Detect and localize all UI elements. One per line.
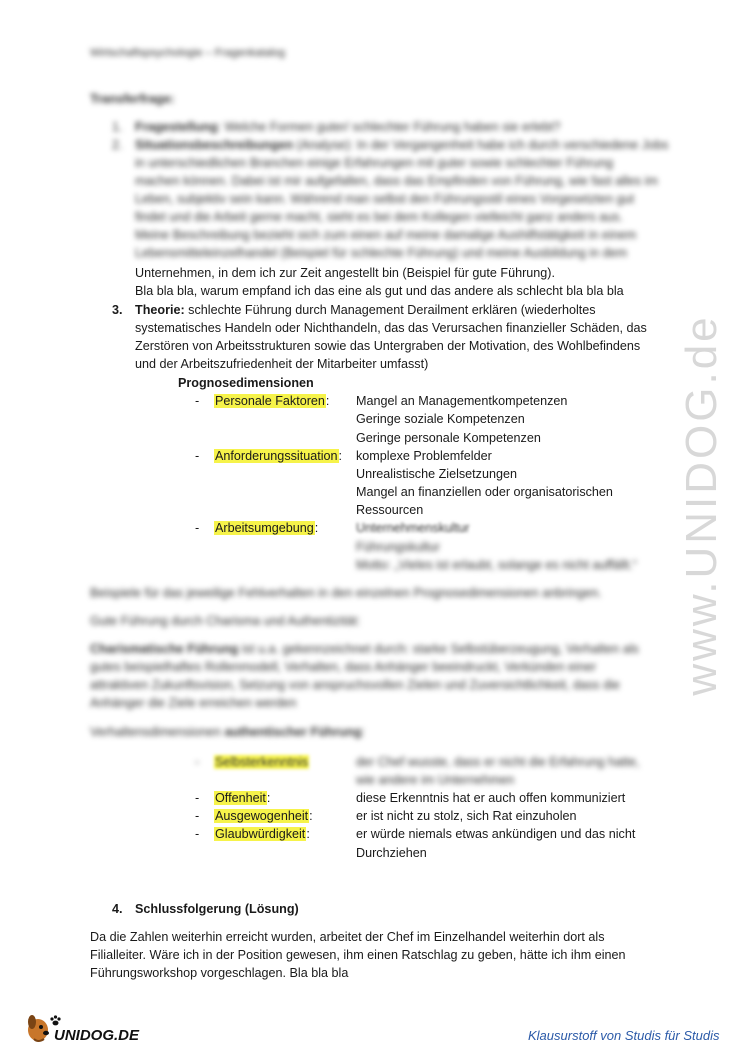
dash-6: - <box>195 809 200 823</box>
factor-environment-value-2: Motto: „Vieles ist erlaubt, solange es nicht auffällt.“ <box>356 558 637 572</box>
item-3-line-2: Zerstören von Arbeitsstrukturen sowie das Untergraben der Motivation, des Wohlbefindens <box>135 339 641 353</box>
item-2-text: (Analyse): In der Vergangenheit habe ich durch verschiedene Jobs <box>296 138 669 152</box>
para-charisma-line-3: Anhänger die Ziele erreichen werden <box>90 696 297 710</box>
footer-tagline: Klausurstoff von Studis für Studis <box>528 1028 720 1043</box>
auth-self-awareness-value-1: wie andere im Unternehmen <box>356 773 515 787</box>
para-authentic-heading <box>90 723 365 741</box>
conclusion-line-2: Führungsworkshop vorgeschlagen. Bla bla bla <box>90 966 349 980</box>
charisma-label: Charismatische Führung <box>90 642 239 656</box>
auth-balance-label: Ausgewogenheit <box>215 809 309 823</box>
item-2-number: 2. <box>112 138 123 152</box>
item-2-line-6: Lebensmitteleinzelhandel (Beispiel für schlechte Führung) und meine Ausbildung in dem <box>135 246 628 260</box>
para-examples: Beispiele für das jeweilige Fehlverhalten in den einzelnen Prognosedimensionen anbringen. <box>90 586 602 600</box>
auth-credibility-value-0: er würde niemals etwas ankündigen und das nicht <box>356 827 636 841</box>
factor-environment-label: Arbeitsumgebung <box>215 521 314 535</box>
authentic-heading-pre: Verhaltensdimensionen <box>90 725 225 739</box>
authentic-heading-bold: authentischer Führung <box>224 725 362 739</box>
colon: : <box>266 791 271 805</box>
page-header: Wirtschaftspsychologie – Fragenkatalog <box>90 47 286 59</box>
item-1 <box>135 118 560 136</box>
item-2-line-5: Meine Beschreibung bezieht sich zum einen auf meine damalige Aushilfstätigkeit in einem <box>135 228 637 242</box>
factor-requirements-value-3: Ressourcen <box>356 503 424 517</box>
dash-3: - <box>195 521 200 535</box>
svg-text:UNIDOG.DE: UNIDOG.DE <box>54 1027 140 1044</box>
item-1-label: Fragestellung <box>135 120 218 134</box>
prognose-title: Prognosedimensionen <box>178 376 314 390</box>
item-3-line-1: systematisches Handeln oder Nichthandeln, das das Verursachen finanzieller Schäden, das <box>135 321 647 335</box>
conclusion-line-0: Da die Zahlen weiterhin erreicht wurden, arbeitet der Chef im Einzelhandel weiterhin dort als <box>90 930 605 944</box>
unidog-logo <box>22 1010 162 1046</box>
dog-logo-icon <box>22 1010 162 1046</box>
auth-credibility-label: Glaubwürdigkeit <box>215 827 306 841</box>
item-3-line-3: und der Arbeitszufriedenheit der Mitarbeiter umfasst) <box>135 357 429 371</box>
dash-7: - <box>195 827 200 841</box>
watermark-text: www.UNIDOG.de <box>677 314 726 696</box>
factor-requirements <box>214 447 342 465</box>
item-2-line-0 <box>135 136 668 154</box>
item-2-line-4: findet und die Arbeit gerne macht, sieht es bei dem Kollegen vielleicht ganz anders aus. <box>135 210 623 224</box>
conclusion-line-1: Filialleiter. Wäre ich in der Position gewesen, ihm einen Ratschlag zu geben, hätte ich ihm einen <box>90 948 626 962</box>
item-2-label: Situationsbeschreibungen <box>135 138 294 152</box>
factor-personal-label: Personale Faktoren <box>215 394 325 408</box>
item-1-number: 1. <box>112 120 123 134</box>
auth-self-awareness <box>214 753 309 771</box>
item-1-text: : Welche Formen guter/ schlechter Führung haben sie erlebt? <box>217 120 561 134</box>
item-2-clear-line-2: Bla bla bla, warum empfand ich das eine als gut und das andere als schlecht bla bla bla <box>135 284 624 298</box>
item-3-number: 3. <box>112 303 123 317</box>
colon: : <box>325 394 330 408</box>
colon: : <box>314 521 319 535</box>
para-charisma-line-1: gutes beispielhaftes Rollenmodell, Verhalten, dass Anhänger beeindruckt, Verkünden einer <box>90 660 597 674</box>
dash-2: - <box>195 449 200 463</box>
factor-personal-value-1: Geringe soziale Kompetenzen <box>356 412 525 426</box>
item-2-clear-line-1: Unternehmen, in dem ich zur Zeit angestellt bin (Beispiel für gute Führung). <box>135 266 556 280</box>
factor-requirements-label: Anforderungssituation <box>215 449 338 463</box>
item-2-line-1: in unterschiedlichen Branchen einige Erfahrungen mit guter sowie schlechter Führung <box>135 156 614 170</box>
dash-4: - <box>195 755 200 769</box>
conclusion-title: Schlussfolgerung (Lösung) <box>135 902 299 916</box>
auth-openness <box>214 789 270 807</box>
factor-environment <box>214 519 318 537</box>
factor-environment-value-1: Führungskultur <box>356 540 440 554</box>
para-charisma-line-0 <box>90 640 639 658</box>
auth-credibility-value-1: Durchziehen <box>356 846 427 860</box>
auth-self-awareness-value-0: der Chef wusste, dass er nicht die Erfahrung hatte, <box>356 755 640 769</box>
dash-5: - <box>195 791 200 805</box>
item-3-text: schlechte Führung durch Management Derailment erklären (wiederholtes <box>184 303 596 317</box>
factor-requirements-value-2: Mangel an finanziellen oder organisatorischen <box>356 485 613 499</box>
para-charisma-line-2: attraktiven Zukunftsvision, Setzung von anspruchsvollen Zielen und Zuversichtlichkeit, dass die <box>90 678 620 692</box>
factor-personal-value-2: Geringe personale Kompetenzen <box>356 431 541 445</box>
factor-requirements-value-1: Unrealistische Zielsetzungen <box>356 467 518 481</box>
authentic-heading-post: : <box>361 725 366 739</box>
item-3-label: Theorie: <box>135 303 185 317</box>
factor-environment-value-0: Unternehmenskultur <box>356 521 470 535</box>
watermark <box>672 270 732 740</box>
factor-requirements-value-0: komplexe Problemfelder <box>356 449 492 463</box>
item-2-line-2: machen können. Dabei ist mir aufgefallen, dass das Empfinden von Führung, wie fast alles im <box>135 174 658 188</box>
charisma-text: ist u.a. gekennzeichnet durch: starke Selbstüberzeugung, Verhalten als <box>238 642 639 656</box>
section-title: Transferfrage: <box>90 92 175 106</box>
auth-openness-label: Offenheit <box>215 791 266 805</box>
para-good-leadership: Gute Führung durch Charisma und Authentizität: <box>90 614 361 628</box>
auth-credibility <box>214 825 310 843</box>
factor-personal <box>214 392 329 410</box>
item-3-line-0 <box>135 301 596 319</box>
dash-1: - <box>195 394 200 408</box>
factor-personal-value-0: Mangel an Managementkompetenzen <box>356 394 568 408</box>
conclusion-number: 4. <box>112 902 123 916</box>
colon: : <box>338 449 343 463</box>
auth-openness-value: diese Erkenntnis hat er auch offen kommuniziert <box>356 791 626 805</box>
auth-balance-value: er ist nicht zu stolz, sich Rat einzuholen <box>356 809 577 823</box>
colon: : <box>309 809 313 823</box>
item-2-line-3: Leben, subjektiv sein kann. Während man selbst den Führungsstil eines Vorgesetzten gut <box>135 192 635 206</box>
auth-self-awareness-label: Selbsterkenntnis <box>215 755 309 769</box>
colon: : <box>306 827 310 841</box>
auth-balance <box>214 807 313 825</box>
